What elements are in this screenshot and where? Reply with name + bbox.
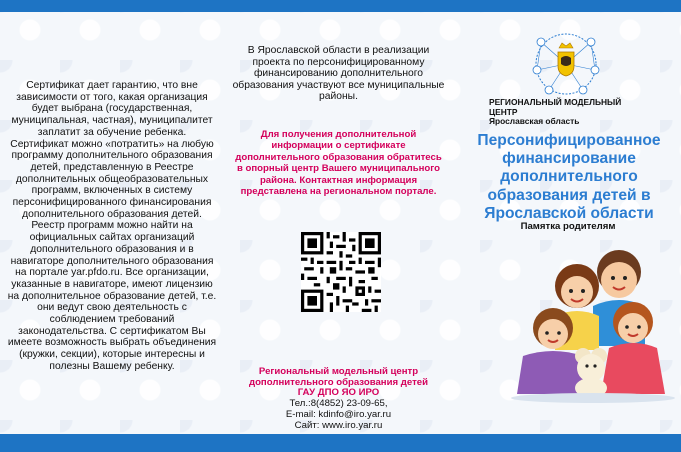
certificate-info-text [6, 80, 218, 373]
brochure-subtitle: Памятка родителям [520, 221, 616, 232]
phone-text: Тел.:8(4852) 23-09-65, [289, 398, 388, 409]
left-panel [0, 12, 224, 434]
regional-center-line: ГАУ ДПО ЯО ИРО [297, 387, 380, 399]
family-illustration [493, 244, 677, 404]
website-link[interactable]: Сайт: www.iro.yar.ru [294, 419, 383, 431]
contact-details [232, 399, 445, 431]
contact-notice-text: Для получения дополнительной информации о сертификате дополнительного образования обратитесь в опорный центр Вашего муниципального района. Контактная информация представлена на региональном портале. [235, 129, 442, 198]
middle-panel [224, 12, 453, 434]
right-panel [453, 12, 681, 434]
regional-center-line: дополнительного образования детей [248, 376, 428, 388]
regional-center-line: Региональный модельный центр [258, 366, 419, 377]
org-header [489, 98, 649, 127]
regional-model-center-logo [523, 30, 609, 98]
project-intro-text: В Ярославской области в реализации проекта по персонифицированному финансированию дополнительного образования участвуют все муниципальные районы. [232, 45, 445, 103]
qr-code-icon[interactable] [301, 232, 381, 312]
email-link[interactable]: E-mail: kdinfo@iro.yar.ru [285, 408, 392, 420]
top-blue-band [0, 0, 681, 12]
bottom-blue-band [0, 434, 681, 452]
brochure-title: Персонифицированное финансирование дополнительного образования детей в Ярославской области [477, 132, 661, 222]
certificate-usage-paragraph: Сертификат можно «потратить» на любую программу дополнительного образования детей, представленную в Реестре дополнительных общеобразовательных программ, включенных в систему персонифицированного финансирования дополнительного образования детей. Реестр программ можно найти на официальных сайтах организаций дополнительного образования и в навигаторе дополнительного образования на портале yar.pfdo.ru. Все организации, указанные в навигаторе, имеют лицензию на дополнительное образование детей, т.е. они ведут свою деятельность с соблюдением требований законодательства. С сертификатом Вы имеете возможность выбрать объединения (кружки, секции), которые интересны и полезны Вашему ребенку. [7, 138, 217, 372]
org-name: РЕГИОНАЛЬНЫЙ МОДЕЛЬНЫЙ ЦЕНТР [489, 97, 622, 117]
regional-center-name [232, 367, 445, 399]
certificate-guarantee-paragraph: Сертификат дает гарантию, что вне зависимости от того, какая организация будет выбрана (государственная, муниципальная, частная), муниципалитет заплатит за обучение ребенка. [11, 80, 213, 138]
org-region: Ярославская область [489, 116, 580, 127]
